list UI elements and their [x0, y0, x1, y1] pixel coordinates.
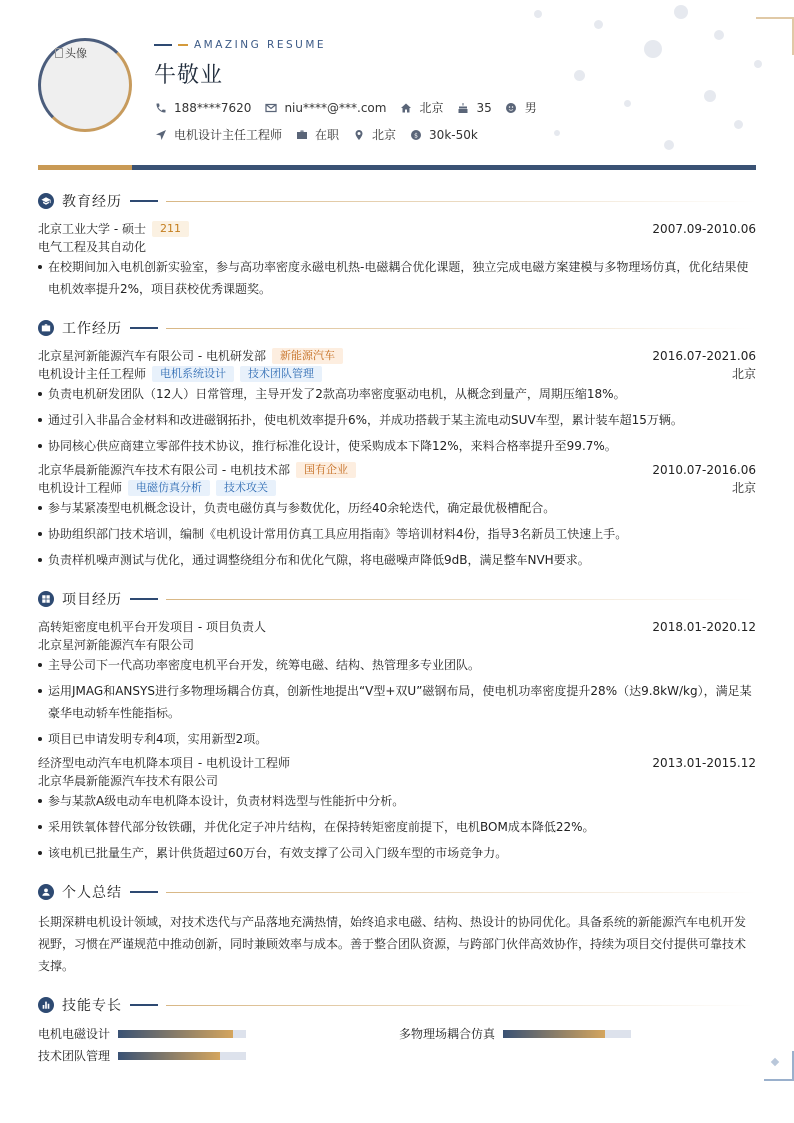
education-major-row — [38, 238, 756, 255]
skill-name: 技术团队管理 — [38, 1049, 111, 1063]
list-item: 参与某紧凑型电机概念设计，负责电磁仿真与参数优化，历经40余轮迭代，确定最优极槽配合。 — [38, 497, 752, 519]
info-status: 在职 — [295, 126, 339, 143]
section-title: 教育经历 — [62, 194, 122, 210]
school-name: 北京工业大学 - 硕士 — [38, 222, 146, 236]
role-tag: 技术团队管理 — [240, 366, 322, 382]
tagline-text: AMAZING RESUME — [194, 39, 327, 51]
avatar-alt-text: 头像 — [55, 45, 87, 61]
job-role: 电机设计主任工程师 — [38, 367, 147, 381]
info-gender: 男 — [505, 99, 537, 116]
list-item: 运用JMAG和ANSYS进行多物理场耦合仿真，创新性地提出“V型+双U”磁钢布局，使电机功率密度提升28%（达9.8kW/kg），满足某豪华电动轿车性能指标。 — [38, 680, 752, 724]
info-salary: $ 30k-50k — [409, 128, 478, 142]
contact-info-row — [154, 99, 550, 116]
list-item: 在校期间加入电机创新实验室，参与高功率密度永磁电机热-电磁耦合优化课题，独立完成电磁方案建模与多物理场仿真，优化结果使电机效率提升2%，项目获校优秀课题奖。 — [38, 256, 752, 300]
education-period: 2007.09-2010.06 — [652, 221, 756, 236]
project-header — [38, 618, 756, 635]
info-target-city: 北京 — [352, 126, 396, 143]
role-tag: 电磁仿真分析 — [128, 480, 210, 496]
avatar — [38, 38, 132, 132]
skill-item — [399, 1025, 631, 1042]
list-item: 通过引入非晶合金材料和改进磁钢拓扑，使电机效率提升6%，并成功搭载于某主流电动SUV车型，累计装车超15万辆。 — [38, 409, 752, 431]
job-city: 北京 — [731, 367, 756, 381]
skill-item — [38, 1047, 246, 1064]
job-role-row — [38, 365, 756, 382]
section-work — [38, 318, 756, 338]
grid-icon — [38, 591, 54, 607]
project-period: 2013.01-2015.12 — [652, 755, 756, 770]
summary-text: 长期深耕电机设计领域，对技术迭代与产品落地充满热情，始终追求电磁、结构、热设计的协同优化。具备系统的新能源汽车电机开发视野，习惯在严谨规范中推动创新，同时兼顾效率与成本。善于整合团队资源，与跨部门伙伴高效协作，持续为项目交付提供可靠技术支撑。 — [38, 915, 747, 973]
project-org: 北京华晨新能源汽车技术有限公司 — [38, 774, 219, 788]
skill-level-bar — [118, 1030, 246, 1038]
briefcase-icon — [295, 128, 308, 141]
job-role-row — [38, 479, 756, 496]
user-icon — [38, 884, 54, 900]
section-title: 技能专长 — [62, 998, 122, 1014]
list-item: 协助组织部门技术培训，编制《电机设计常用仿真工具应用指南》等培训材料4份，指导3名新员工快速上手。 — [38, 523, 752, 545]
company-name: 北京星河新能源汽车有限公司 - 电机研发部 — [38, 349, 266, 363]
skill-item — [38, 1025, 246, 1042]
list-item: 项目已申请发明专利4项，实用新型2项。 — [38, 728, 752, 750]
list-item: 负责样机噪声测试与优化，通过调整绕组分布和优化气隙，将电磁噪声降低9dB，满足整车NVH要求。 — [38, 549, 752, 571]
section-summary — [38, 882, 756, 902]
bar-chart-icon — [38, 997, 54, 1013]
list-item: 参与某款A级电动车电机降本设计，负责材料选型与性能折中分析。 — [38, 790, 752, 812]
info-email: niu****@***.com — [264, 101, 386, 115]
tagline — [154, 39, 326, 51]
send-icon — [154, 128, 167, 141]
skill-level-bar — [503, 1030, 631, 1038]
list-item: 协同核心供应商建立零部件技术协议，推行标准化设计，使采购成本下降12%，来料合格率提升至99.7%。 — [38, 435, 752, 457]
mail-icon — [264, 101, 277, 114]
list-item: 该电机已批量生产，累计供货超过60万台，有效支撑了公司入门级车型的市场竞争力。 — [38, 842, 752, 864]
skill-name: 多物理场耦合仿真 — [399, 1027, 496, 1041]
section-projects — [38, 589, 756, 609]
role-tag: 电机系统设计 — [152, 366, 234, 382]
section-title: 工作经历 — [62, 321, 122, 337]
project-org-row — [38, 772, 756, 789]
section-education — [38, 191, 756, 211]
project-name: 高转矩密度电机平台开发项目 - 项目负责人 — [38, 620, 266, 634]
phone-icon — [154, 101, 167, 114]
graduation-cap-icon — [38, 193, 54, 209]
company-name: 北京华晨新能源汽车技术有限公司 - 电机技术部 — [38, 463, 290, 477]
info-position: 电机设计主任工程师 — [154, 126, 282, 143]
list-item: 负责电机研发团队（12人）日常管理，主导开发了2款高功率密度驱动电机，从概念到量产，周期压缩18%。 — [38, 383, 752, 405]
job-intent-row — [154, 126, 491, 143]
home-icon — [399, 101, 412, 114]
candidate-name: 牛敬业 — [154, 63, 224, 88]
list-item: 主导公司下一代高功率密度电机平台开发，统筹电磁、结构、热管理多专业团队。 — [38, 654, 752, 676]
skill-name: 电机电磁设计 — [38, 1027, 111, 1041]
major: 电气工程及其自动化 — [38, 240, 147, 254]
header-divider — [38, 165, 756, 170]
info-age: 35 — [456, 101, 491, 115]
job-city: 北京 — [731, 481, 756, 495]
list-item: 采用铁氧体替代部分钕铁硼，并优化定子冲片结构，在保持转矩密度前提下，电机BOM成本降低22%。 — [38, 816, 752, 838]
project-header — [38, 754, 756, 771]
role-tag: 技术攻关 — [216, 480, 276, 496]
company-tag: 国有企业 — [296, 462, 356, 478]
section-title: 个人总结 — [62, 885, 122, 901]
cake-icon — [456, 101, 469, 114]
face-icon — [505, 101, 518, 114]
corner-decoration-top — [756, 17, 794, 55]
info-city: 北京 — [399, 99, 443, 116]
job-header — [38, 347, 756, 364]
section-skills — [38, 995, 756, 1015]
info-phone: 188****7620 — [154, 101, 251, 115]
corner-decoration-bottom — [764, 1051, 794, 1081]
education-entry-header — [38, 220, 756, 237]
skill-level-bar — [118, 1052, 246, 1060]
job-period: 2010.07-2016.06 — [652, 462, 756, 477]
background-decoration — [374, 0, 794, 170]
job-header — [38, 461, 756, 478]
briefcase-icon — [38, 320, 54, 336]
job-role: 电机设计工程师 — [38, 481, 123, 495]
project-period: 2018.01-2020.12 — [652, 619, 756, 634]
coin-icon — [409, 128, 422, 141]
job-period: 2016.07-2021.06 — [652, 348, 756, 363]
svg-text:$: $ — [413, 131, 418, 139]
project-org: 北京星河新能源汽车有限公司 — [38, 638, 195, 652]
section-title: 项目经历 — [62, 592, 122, 608]
project-name: 经济型电动汽车电机降本项目 - 电机设计工程师 — [38, 756, 290, 770]
school-badge: 211 — [152, 221, 189, 237]
project-org-row — [38, 636, 756, 653]
location-icon — [352, 128, 365, 141]
company-tag: 新能源汽车 — [272, 348, 343, 364]
